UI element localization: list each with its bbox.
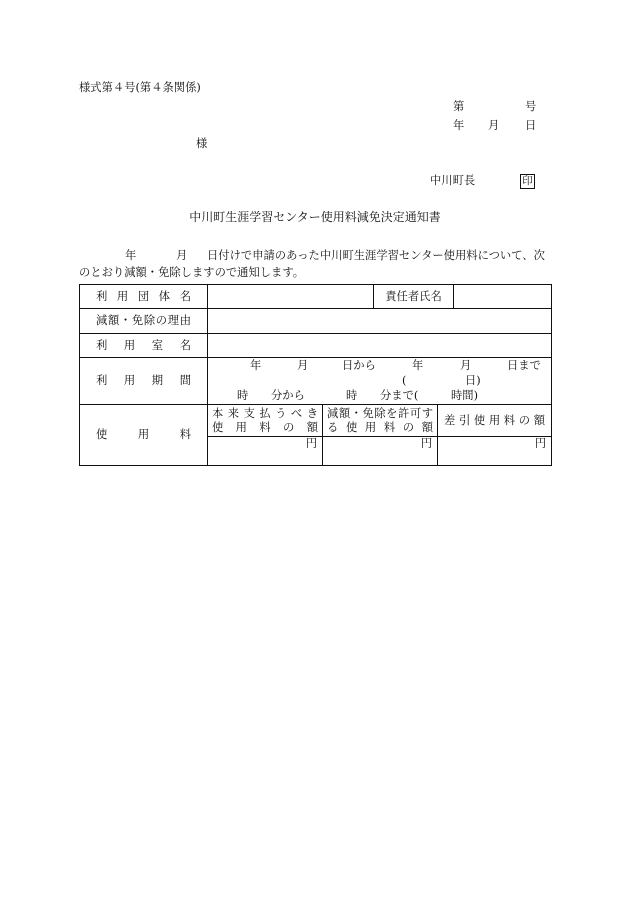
reason-value-cell[interactable] [207, 308, 552, 334]
fee-original-amount-cell[interactable] [207, 436, 323, 466]
reason-label: 減額・免除の理由 [96, 314, 191, 327]
fee-reduction-header [322, 404, 438, 437]
period-label: 利 用 期 間 [96, 374, 191, 387]
group-name-label-cell [79, 284, 208, 309]
representative-label-cell [373, 284, 454, 309]
period-label-cell [79, 357, 208, 405]
group-name-label: 利 用 団 体 名 [96, 289, 191, 303]
fee-reduction-header-line2: る使用料の額 [327, 420, 433, 434]
fee-original-unit: 円 [305, 437, 317, 450]
period-start-month: 月 [297, 359, 309, 372]
date-month: 月 [488, 119, 500, 132]
room-label: 利 用 室 名 [96, 338, 191, 352]
period-hours-close: 時間) [451, 389, 479, 402]
form-number: 様式第４号(第４条関係) [79, 81, 201, 94]
body-month: 月 [176, 249, 188, 262]
fee-net-unit: 円 [534, 437, 546, 450]
period-end-minute: 分まで( [380, 389, 419, 402]
representative-value-cell[interactable] [453, 284, 552, 309]
fee-net-header-label: 差引使用料の額 [444, 413, 545, 427]
period-start-year: 年 [250, 359, 262, 372]
period-days-close: 日) [465, 374, 481, 387]
document-title: 中川町生涯学習センター使用料減免決定通知書 [189, 210, 441, 224]
fee-original-header-line2: 使用料の額 [212, 420, 318, 434]
period-end-hour: 時 [346, 389, 358, 402]
period-end-day: 日まで [507, 359, 541, 372]
fee-net-header [437, 404, 552, 437]
period-start-day: 日から [342, 359, 376, 372]
period-end-month: 月 [460, 359, 472, 372]
body-year: 年 [125, 249, 137, 262]
period-start-minute: 分から [271, 389, 305, 402]
addressee-suffix: 様 [196, 137, 208, 150]
date-year: 年 [453, 119, 465, 132]
group-name-value-cell[interactable] [207, 284, 374, 309]
representative-label: 責任者氏名 [385, 289, 442, 303]
body-line2: のとおり減額・免除しますので通知します。 [79, 266, 305, 279]
room-value-cell[interactable] [207, 333, 552, 358]
period-end-year: 年 [412, 359, 424, 372]
fee-reduction-unit: 円 [420, 437, 432, 450]
doc-number-suffix: 号 [525, 100, 537, 113]
fee-original-header [207, 404, 323, 437]
reason-label-cell [79, 308, 208, 334]
period-value-cell[interactable] [207, 357, 552, 405]
fee-original-header-line1: 本来支払うべき [212, 406, 318, 420]
issuer-name: 中川町長 [430, 174, 476, 187]
fee-label: 使 用 料 [96, 428, 191, 441]
room-label-cell [79, 333, 208, 358]
fee-label-cell [79, 404, 208, 466]
date-day: 日 [525, 119, 537, 132]
fee-reduction-amount-cell[interactable] [322, 436, 438, 466]
seal-stamp: 印 [520, 174, 535, 189]
fee-reduction-header-line1: 減額・免除を許可す [327, 406, 433, 420]
fee-net-amount-cell[interactable] [437, 436, 552, 466]
period-start-hour: 時 [237, 389, 249, 402]
body-line1: 日付けで申請のあった中川町生涯学習センター使用料について、次 [207, 249, 545, 262]
doc-number-prefix: 第 [453, 100, 465, 113]
period-days-open: ( [402, 374, 407, 387]
